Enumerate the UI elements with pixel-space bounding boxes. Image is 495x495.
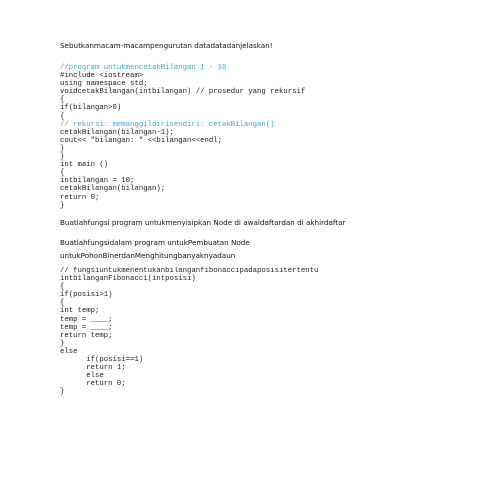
code-line: } bbox=[60, 388, 65, 397]
code-line: voidcetakBilangan(intbilangan) // prosedur yang rekursif bbox=[60, 88, 306, 97]
code-line: #include <iostream> bbox=[60, 72, 144, 81]
code-line: if(posisi==1) bbox=[60, 356, 144, 365]
code-line: } bbox=[60, 201, 65, 210]
code-line: { bbox=[60, 169, 65, 178]
code-line: temp = ____; bbox=[60, 323, 113, 332]
code-line: // rekursi: memanggildirisendiri: cetakBilangan() bbox=[60, 120, 275, 129]
question-3-line-2: untukPohonBinerdanMenghitungbanyaknyadaun bbox=[60, 251, 236, 260]
code-line: { bbox=[60, 112, 65, 121]
code-line: { bbox=[60, 299, 65, 308]
question-1: Sebutkanmacam-macampengurutan datadatadanjelaskan! bbox=[60, 41, 273, 50]
code-line: //program untukmencetakBilangan 1 - 10 bbox=[60, 64, 227, 72]
code-line: { bbox=[60, 96, 65, 105]
code-line: int temp; bbox=[60, 307, 100, 316]
code-block-fibonacci bbox=[60, 267, 440, 397]
code-line: return 0; bbox=[60, 380, 126, 389]
code-line: if(bilangan>0) bbox=[60, 104, 122, 113]
code-line: cout<< "bilangan: " <<bilangan<<endl; bbox=[60, 136, 223, 145]
code-block-recursion bbox=[60, 64, 305, 210]
code-line: return 1; bbox=[60, 364, 126, 373]
code-line: intbilangan = 10; bbox=[60, 177, 135, 186]
code-line: using namespace std; bbox=[60, 80, 148, 89]
code-line: return temp; bbox=[60, 331, 113, 340]
code-line: intbilanganFibonacci(intposisi) bbox=[60, 275, 196, 284]
code-line: int main () bbox=[60, 161, 109, 170]
question-3-line-1: Buatlahfungsidalam program untukPembuatan Node bbox=[60, 238, 250, 247]
code-line: if(posisi>1) bbox=[60, 291, 113, 300]
code-line: else bbox=[60, 372, 104, 381]
question-2: Buatlahfungsi program untukmenyisipkan Node di awaldaftardan di akhirdaftar bbox=[60, 218, 346, 227]
code-line: { bbox=[60, 283, 65, 292]
code-line: return 0; bbox=[60, 193, 100, 202]
code-line: cetakBilangan(bilangan-1); bbox=[60, 128, 174, 137]
code-line: temp = ____; bbox=[60, 315, 113, 324]
code-line: } bbox=[60, 339, 65, 348]
code-line: } bbox=[60, 144, 65, 153]
code-line: } bbox=[60, 153, 65, 162]
code-line: // fungsiuntukmenentukanbilanganfibonaccipadaposisitertentu bbox=[60, 267, 319, 275]
code-line: else bbox=[60, 347, 78, 356]
code-line: cetakBilangan(bilangan); bbox=[60, 185, 166, 194]
